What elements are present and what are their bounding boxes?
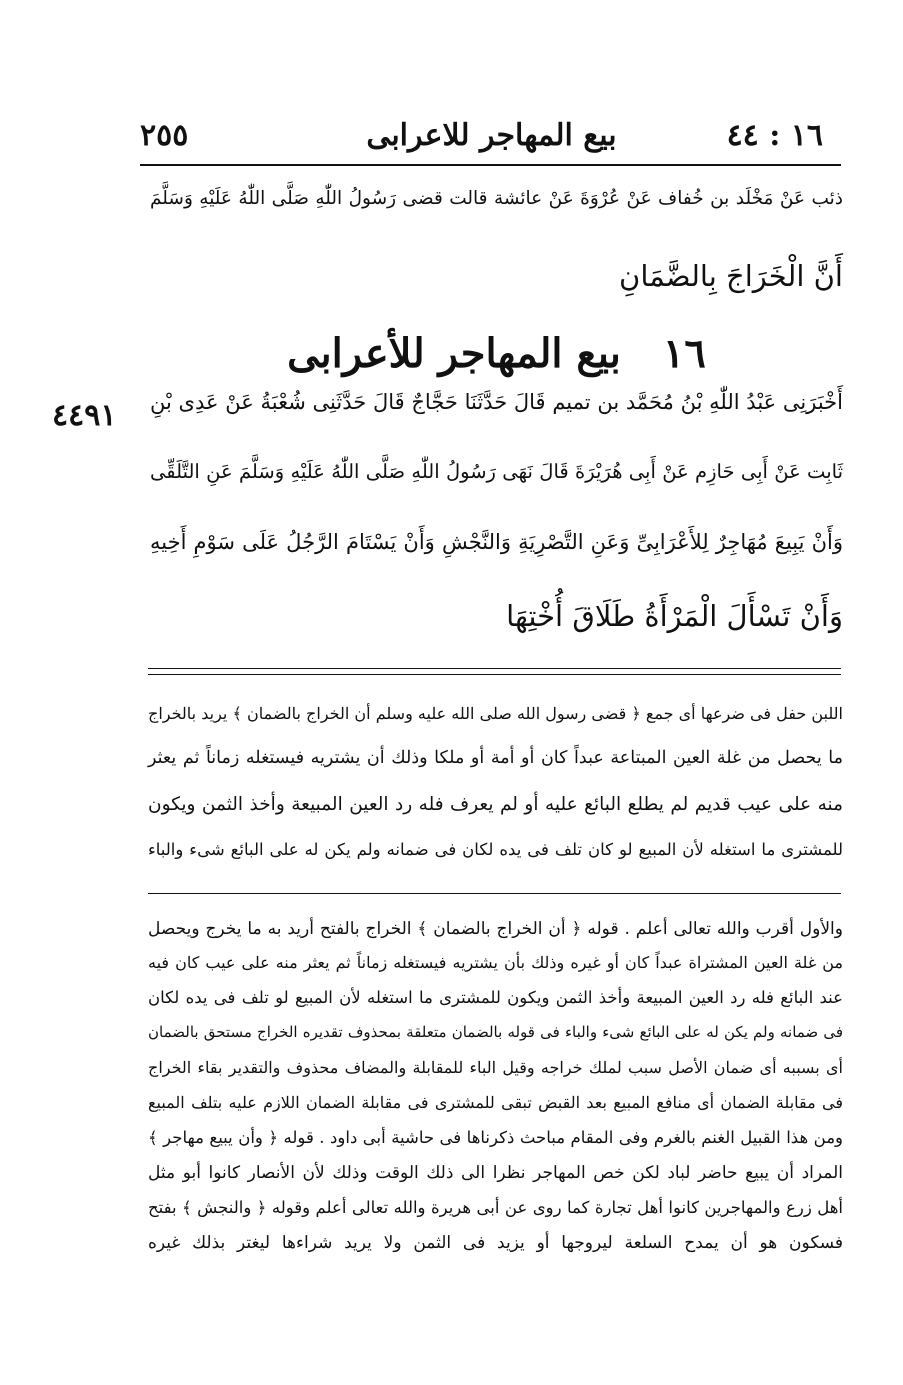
divider-double-bottom (148, 674, 841, 675)
header-chapter-ref: ١٦ : ٤٤ (726, 118, 823, 153)
commentary-line: ومن هذا القبيل الغنم بالغرم وفى المقام مباحث ذكرناها فى حاشية أبى داود . قوله ﴿ وأن يبيع مهاجر ﴾ (148, 1128, 844, 1147)
commentary-line: من غلة العين المشتراة عبداً كان أو غيره وذلك بأن يشتريه فيستغله زماناً ثم يعثر منه على عيب كان فيه (148, 953, 843, 972)
commentary-line: أى بسببه أى ضمان الأصل سبب لملك خراجه وقيل الباء للمقابلة والمضاف محذوف والتقدير بقاء الخراج (148, 1058, 843, 1077)
commentary-line: عند البائع فله رد العين المبيعة وأخذ الثمن ويكون للمشترى ما استغله لأن المبيع لو تلف فى يده لكان (148, 988, 843, 1007)
commentary-line: اللبن حفل فى ضرعها أى جمع ﴿ قضى رسول الله صلى الله عليه وسلم أن الخراج بالضمان ﴾ يريد بالخراج (148, 704, 843, 723)
commentary-line: أهل زرع والمهاجرين كانوا أهل تجارة كما روى عن أبى هريرة والله تعالى أعلم وقوله ﴿ والنجش ﴾ بفتح (148, 1198, 843, 1217)
header-title: بيع المهاجر للاعرابى (366, 118, 617, 153)
header-divider (140, 164, 841, 166)
chapter-number: ١٦ (662, 330, 706, 377)
divider-double-top (148, 668, 841, 669)
divider-commentary (148, 893, 841, 894)
chapter-title: بيع المهاجر للأعرابى (287, 330, 621, 377)
text-line: وَأَنْ تَسْأَلَ الْمَرْأَةُ طَلَاقَ أُخْتِهَا (506, 599, 843, 633)
text-line: وَأَنْ يَبِيعَ مُهَاجِرٌ لِلأَعْرَابِىِّ وَعَنِ التَّصْرِيَةِ وَالنَّجْشِ وَأَنْ يَسْتَامَ الرَّجُلُ عَلَى سَوْمِ أَخِيهِ (150, 530, 843, 554)
commentary-line: فسكون هو أن يمدح السلعة ليروجها أو يزيد فى الثمن ولا يريد شراءها ليغتر بذلك غيره (148, 1233, 843, 1253)
commentary-line: ما يحصل من غلة العين المبتاعة عبداً كان أو أمة أو ملكا وذلك أن يشتريه فيستغله زماناً ثم يعثر (148, 748, 843, 768)
commentary-line: المراد أن يبيع حاضر لباد لكن خص المهاجر نظرا الى ذلك الوقت وذلك لأن الأنصار كانوا أبو مثل (148, 1163, 843, 1183)
commentary-line: فى ضمانه ولم يكن له على البائع شىء والباء فى قوله بالضمان متعلقة بمحذوف تقديره الخراج مستحق بالضمان (148, 1023, 843, 1041)
text-line: أَنَّ الْخَرَاجَ بِالضَّمَانِ (619, 259, 843, 293)
commentary-line: والأول أقرب والله تعالى أعلم . قوله ﴿ أن الخراج بالضمان ﴾ الخراج بالفتح أريد به ما يخرج ويحصل (148, 919, 843, 939)
commentary-line: فى مقابلة الضمان أى منافع المبيع بعد القبض تبقى للمشترى فى مقابلة الضمان اللازم عليه بتلف المبيع (148, 1093, 843, 1112)
running-header (140, 118, 843, 158)
hadith-number: ٤٤٩١ (52, 398, 117, 433)
chapter-heading (150, 330, 843, 377)
text-line: ذئب عَنْ مَخْلَد بن خُفاف عَنْ عُرْوَةَ عَنْ عائشة قالت قضى رَسُولُ اللّٰهِ صَلَّى اللّٰهُ عَلَيْهِ وَسَلَّمَ (150, 188, 843, 209)
commentary-line: للمشترى ما استغله لأن المبيع لو كان تلف فى يده لكان فى ضمانه ولم يكن له على البائع شىء والباء (148, 840, 843, 859)
commentary-line: منه على عيب قديم لم يطلع البائع عليه أو لم يعرف فله رد العين المبيعة وأخذ الثمن ويكون (148, 794, 843, 815)
page-number: ٢٥٥ (140, 118, 189, 153)
text-line: ثَابِت عَنْ أَبِى حَازِم عَنْ أَبِى هُرَيْرَةَ قَالَ نَهَى رَسُولُ اللّٰهِ صَلَّى اللّٰهُ عَلَيْهِ وَسَلَّمَ عَنِ التَّلَقِّى (150, 460, 843, 483)
text-line: أَخْبَرَنِى عَبْدُ اللّٰهِ بْنُ مُحَمَّد بن تميم قَالَ حَدَّثَنَا حَجَّاجٌ قَالَ حَدَّثَنِى شُعْبَةُ عَنْ عَدِى بْنِ (150, 390, 843, 414)
